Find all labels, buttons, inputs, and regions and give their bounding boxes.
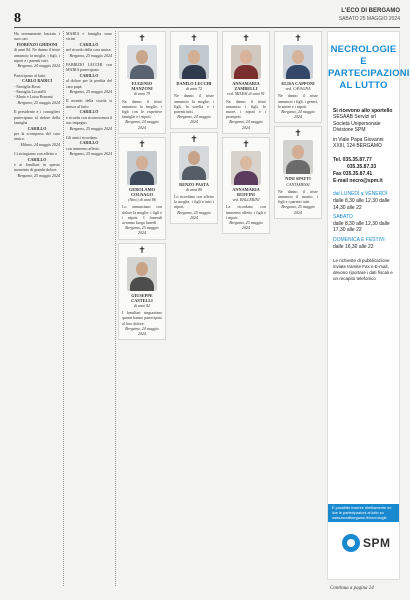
obituary-date: Bergamo, 24 maggio 2024 [229, 119, 263, 130]
obituary-text: Ne danno il triste annuncio la moglie, i figli con le rispettive famiglie e i nipoti. [122, 98, 162, 120]
notice-name: CARILLO [27, 125, 47, 131]
obituary-box [222, 137, 270, 235]
obituary-box [274, 126, 322, 218]
ad-hours-label: SABATO [333, 214, 353, 221]
ad-company: SESAAB Servizi srl Società Unipersonale Divisione SPM [333, 114, 381, 134]
notice-text: Il presidente e i consiglieri partecipano al dolore della famiglia [14, 109, 60, 126]
portrait-photo [127, 45, 157, 79]
obituary-date: Bergamo, 25 maggio 2024 [281, 204, 315, 215]
necrologie-advertisement [327, 31, 410, 580]
notice-date: Bergamo, 25 maggio 2024 [69, 52, 112, 58]
obituary-date: Bergamo, 24 maggio 2024 [125, 325, 159, 337]
portrait-body [130, 277, 154, 291]
obituary-column-6 [274, 31, 322, 586]
ad-intro: Si ricevono allo sportello [333, 108, 393, 114]
notice-name: CARILLO [79, 140, 99, 146]
notices-column-1 [14, 31, 60, 586]
obituary-name: ELISA CAPPONI [281, 81, 315, 86]
obituary-name: ANNAMARIA RUFFINI [232, 186, 260, 198]
portrait-photo [127, 151, 157, 185]
notice-text: FABRIZIO LECCHI con MARIA partecipano [66, 62, 112, 73]
portrait-photo [179, 146, 209, 180]
notice-name: CARILLO [27, 156, 47, 162]
ad-title-line: AL LUTTO [339, 80, 388, 91]
ad-email: E-mail necro@spm.it [333, 178, 383, 185]
obituary-text: Lo annunciano con dolore la moglie, i figli e i nipoti. I funerali avranno luogo lunedì. [122, 204, 162, 226]
cross-icon: ✝ [190, 133, 198, 144]
cross-icon: ✝ [138, 33, 146, 43]
obituary-age: di anni 80 [185, 186, 203, 192]
obituary-age: (Nino) di anni 86 [128, 197, 156, 203]
notice-date: Bergamo, 25 maggio 2024 [69, 151, 112, 157]
ad-hours-value: dalle 16,30 alle 22 [333, 243, 374, 250]
notice-body: nel ricordo della cara amica. [66, 47, 112, 53]
portrait-body [234, 171, 258, 185]
notice-text: Il mondo della scuola si unisce al lutto [66, 98, 112, 109]
notice-body: di anni 84. Ne danno il triste annuncio la moglie, i figli, i nipoti e i parenti tutti. [14, 47, 60, 64]
obituary-age: CANTAMESSI [286, 181, 310, 187]
obituary-text: La ricordano con immenso affetto i figli e i nipoti. [226, 204, 266, 220]
notices-column-2 [66, 31, 112, 586]
cross-icon: ✝ [294, 128, 302, 139]
masthead-title: L'ECO DI BERGAMO [341, 8, 400, 14]
notice-block [66, 135, 112, 157]
obituary-age: ved. BALLERINI [232, 197, 260, 203]
ad-hours-label: DOMENICA E FESTIVI [333, 237, 385, 243]
continued-note: Continua a pagina 24 [330, 586, 374, 591]
portrait-body [182, 166, 206, 180]
notice-date: Bergamo, 25 maggio 2024 [69, 89, 112, 95]
obituary-name: NINI SPATTI [285, 176, 311, 182]
portrait-body [286, 160, 310, 174]
obituary-box [118, 243, 166, 341]
portrait-photo [283, 45, 313, 79]
portrait-body [286, 65, 310, 79]
notice-date: Bergamo, 25 maggio 2024 [69, 125, 112, 131]
portrait-head [292, 50, 304, 64]
ad-hours-value: dalle 8,30 alle 12,30 dalle 14,30 alle 22 [333, 198, 390, 211]
portrait-head [292, 145, 304, 159]
notice-text: MARIA e famiglia sono vicini [66, 31, 112, 42]
obituary-date: Bergamo, 24 maggio 2024 [177, 114, 211, 125]
notice-name: CARILLO [79, 72, 99, 78]
notice-name: CARILLO [79, 41, 99, 47]
obituary-name: EUGENIO MANZONI [131, 81, 153, 92]
obituary-box [222, 31, 270, 134]
cross-icon: ✝ [242, 138, 250, 149]
obituary-column-5 [222, 31, 270, 586]
notice-date: Bergamo, 25 maggio 2024 [17, 172, 60, 178]
obituary-box [118, 137, 166, 240]
portrait-photo [231, 151, 261, 185]
obituary-text: Ne danno il triste annuncio i figli, i generi, le nuore e i nipoti. [278, 93, 318, 109]
obituary-text: Ne danno il triste annuncio la moglie, i figli, la sorella e i parenti tutti. [174, 93, 214, 115]
notice-body: e ricorda con riconoscenza il suo impegno. [66, 114, 112, 126]
obituary-date: Bergamo, 25 maggio 2024 [177, 209, 211, 220]
obituary-age: ved. CAVAGNA [285, 86, 311, 92]
obituary-text: Ne danno il triste annuncio il marito, i figli e i parenti tutti. [278, 188, 318, 205]
ad-hours-value: dalle 8,30 alle 12,30 dalle 17,30 alle 22 [333, 220, 390, 234]
obituary-date: Bergamo, 24 maggio 2024 [125, 119, 159, 130]
notice-block [14, 151, 60, 178]
portrait-head [136, 50, 148, 64]
cross-icon: ✝ [138, 244, 146, 255]
masthead [339, 7, 400, 23]
obituary-box [274, 31, 322, 123]
portrait-head [188, 50, 200, 64]
cross-icon: ✝ [190, 33, 198, 43]
portrait-head [136, 262, 148, 276]
obituary-name: DANILO LECCHI [176, 81, 212, 86]
column-divider [63, 31, 64, 586]
ad-address: in Viale Papa Giovanni XXIII, 124 BERGAMO [333, 136, 384, 150]
notice-block [66, 31, 112, 58]
portrait-body [234, 65, 258, 79]
cross-icon: ✝ [138, 138, 146, 149]
spm-logo [342, 534, 391, 554]
ad-fax: Fax 035.35.87.41 [333, 171, 373, 178]
notice-name: FIORENZO GHIDONI [16, 41, 58, 47]
obituary-name: GEROLAMO COLNAGO [128, 186, 156, 198]
portrait-head [240, 156, 252, 170]
masthead-date: SABATO 25 MAGGIO 2024 [338, 16, 400, 22]
ad-note: Le richieste di pubblicazione inviate tramite Fax e E-mail, devono riportare i dati fiscali e un recapito telefonico [333, 258, 393, 281]
notice-body: per la scomparsa del caro amico. [14, 130, 60, 142]
notice-block [14, 109, 60, 147]
ad-hours [333, 191, 394, 250]
notice-name: CARLO RADICI [21, 78, 53, 84]
notice-block [66, 62, 112, 94]
obituary-date: Bergamo, 24 maggio 2024 [281, 109, 315, 120]
ad-contacts [333, 157, 394, 185]
obituary-age: di anni 72 [185, 86, 203, 92]
notice-text: Ha serenamente lasciato i suoi cari [14, 31, 60, 42]
column-divider [115, 31, 116, 586]
obituary-text: Ne danno il triste annuncio i figli, le nuore, i nipoti e i pronipoti. [226, 98, 266, 120]
portrait-body [130, 171, 154, 185]
ad-tel-1: Tel. 035.35.87.77 [333, 157, 372, 164]
obituary-box [170, 132, 218, 224]
portrait-head [188, 151, 200, 165]
ad-body [328, 108, 399, 281]
ad-tel-2: 035.35.87.33 [347, 164, 377, 171]
obituary-name: RENZO PASTA [179, 181, 209, 187]
page-number: 8 [14, 11, 21, 26]
notice-block [14, 31, 60, 69]
obituary-column-3 [118, 31, 166, 586]
ad-online-band: È possibile inserire direttamente on line le partecipazioni al lutto su www.ecodibergamo.it/necrologie [328, 504, 399, 522]
portrait-photo [231, 45, 261, 79]
ad-title-line: NECROLOGIE E [330, 44, 397, 67]
portrait-photo [179, 45, 209, 79]
portrait-photo [283, 140, 313, 174]
notice-name: CARILLO [79, 109, 99, 115]
portrait-body [182, 65, 206, 79]
obituary-name: ANNAMARIA ZAMBELLI [232, 81, 260, 92]
notice-date: Bergamo, 24 maggio 2024 [17, 63, 60, 69]
cross-icon: ✝ [242, 33, 250, 43]
notice-text: Partecipano al lutto: [14, 72, 47, 78]
notice-body: - Famiglia Rossi - Famiglia Locatelli - Mario e Luisa Bonomi [14, 83, 53, 100]
portrait-photo [127, 257, 157, 291]
notice-block [66, 98, 112, 130]
notice-body: e ai familiari in questo momento di grande dolore. [14, 161, 60, 173]
notice-block [14, 73, 60, 105]
notice-date: Bergamo, 25 maggio 2024 [17, 99, 60, 105]
obituary-age: di anni 82 [133, 303, 151, 309]
ad-title [328, 44, 410, 92]
spm-logo-icon [342, 534, 360, 552]
obituary-box [170, 31, 218, 129]
notice-text: Ci stringiamo con affetto a [14, 151, 57, 157]
obituary-date: Bergamo, 25 maggio 2024 [125, 225, 159, 236]
notice-body: con immenso affetto. [66, 145, 100, 151]
portrait-head [136, 156, 148, 170]
cross-icon: ✝ [294, 33, 302, 43]
obituary-age: ved. MILESI di anni 91 [227, 91, 265, 97]
obituary-name: GIUSEPPE CASTELLI [131, 292, 153, 303]
portrait-head [240, 50, 252, 64]
spm-logo-text: SPM [363, 536, 391, 550]
ad-hours-label: dal LUNEDÌ a VENERDÌ [333, 191, 388, 198]
obituary-text: Lo ricordano con affetto la moglie, i figli e tutti i nipoti. [174, 194, 214, 210]
ad-title-line: PARTECIPAZIONI [328, 68, 410, 79]
obituary-box [118, 31, 166, 134]
notice-text: Gli amici ricordano [66, 134, 98, 140]
header-rule [14, 27, 400, 28]
obituary-date: Bergamo, 25 maggio 2024 [229, 220, 263, 231]
obituary-text: I familiari ringraziano quanti hanno partecipato al loro dolore. [122, 310, 162, 326]
portrait-body [130, 65, 154, 79]
notice-body: al dolore per la perdita del caro papà. [66, 78, 112, 89]
obituary-column-4 [170, 31, 218, 586]
notice-date: Milano, 24 maggio 2024 [20, 141, 60, 147]
obituary-age: di anni 79 [133, 91, 151, 97]
